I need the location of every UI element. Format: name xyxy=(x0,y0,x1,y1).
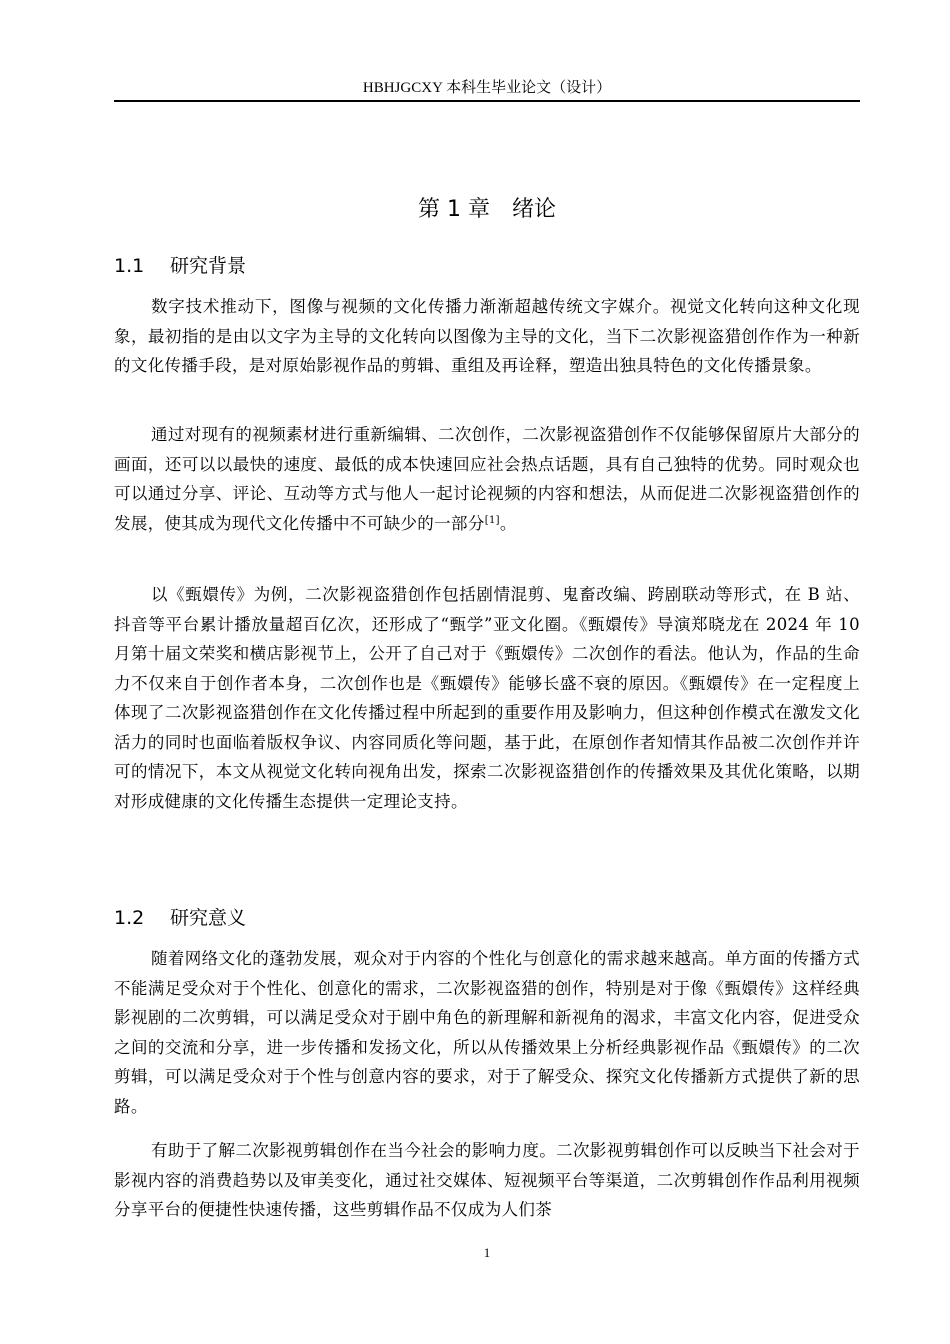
paragraph-significance-1: 随着网络文化的蓬勃发展，观众对于内容的个性化与创意化的需求越来越高。单方面的传播方式不能满足受众对于个性化、创意化的需求，二次影视盗猎的创作，特别是对于像《甄嬛传》这样经典影视剧的二次剪辑，可以满足受众对于剧中角色的新理解和新视角的渴求，丰富文化内容，促进受众之间的交流和分享，进一步传播和发扬文化，所以从传播效果上分析经典影视作品《甄嬛传》的二次剪辑，可以满足受众对于个性与创意内容的要求，对于了解受众、探究文化传播新方式提供了新的思路。 xyxy=(114,949,860,1116)
paragraph-background-3: 以《甄嬛传》为例，二次影视盗猎创作包括剧情混剪、鬼畜改编、跨剧联动等形式，在 B 站、抖音等平台累计播放量超百亿次，还形成了“甄学”亚文化圈。《甄嬛传》导演郑晓龙在 2024 年 10 月第十届文荣奖和横店影视节上，公开了自己对于《甄嬛传》二次创作的看法。他认为，作品的生命力不仅来自于创作者本身，二次创作也是《甄嬛传》能够长盛不衰的原因。《甄嬛传》在一定程度上体现了二次影视盗猎创作在文化传播过程中所起到的重要作用及影响力，但这种创作模式在激发文化活力的同时也面临着版权争议、内容同质化等问题，基于此，在原创作者知情其作品被二次创作并许可的情况下，本文从视觉文化转向视角出发，探索二次影视盗猎创作的传播效果及其优化策略，以期对形成健康的文化传播生态提供一定理论支持。 xyxy=(114,585,860,811)
paragraph-text: 通过对现有的视频素材进行重新编辑、二次创作，二次影视盗猎创作不仅能够保留原片大部分的画面，还可以以最快的速度、最低的成本快速回应社会热点话题，具有自己独特的优势。同时观众也可以通过分享、评论、互动等方式与他人一起讨论视频的内容和想法，从而促进二次影视盗猎创作的发展，使其成为现代文化传播中不可缺少的一部分 xyxy=(114,425,860,533)
chapter-title: 第 1 章 绪论 xyxy=(418,196,556,222)
citation-marker: [1] xyxy=(484,514,500,526)
section-title-text: 研究意义 xyxy=(170,907,247,929)
paragraph-tail: 。 xyxy=(499,513,517,533)
section-heading-1-2 xyxy=(114,904,860,932)
paragraph-background-1: 数字技术推动下，图像与视频的文化传播力渐渐超越传统文字媒介。视觉文化转向这种文化现象，最初指的是由以文字为主导的文化转向以图像为主导的文化，当下二次影视盗猎创作作为一种新的文化传播手段，是对原始影视作品的剪辑、重组及再诠释，塑造出独具特色的文化传播景象。 xyxy=(114,297,860,375)
page-number: 1 xyxy=(483,1245,491,1260)
paragraph-significance-2: 有助于了解二次影视剪辑创作在当今社会的影响力度。二次影视剪辑创作可以反映当下社会对于影视内容的消费趋势以及审美变化，通过社交媒体、短视频平台等渠道，二次剪辑创作作品利用视频分享平台的便捷性快速传播，这些剪辑作品不仅成为人们茶 xyxy=(114,1141,860,1219)
running-header: HBHJGCXY 本科生毕业论文（设计） xyxy=(362,80,612,96)
paragraph-background-2 xyxy=(114,420,860,538)
section-number: 1.1 xyxy=(114,255,145,277)
section-heading-1-1 xyxy=(114,252,860,280)
section-number: 1.2 xyxy=(114,907,145,929)
header-rule xyxy=(114,100,860,102)
section-title-text: 研究背景 xyxy=(170,255,247,277)
